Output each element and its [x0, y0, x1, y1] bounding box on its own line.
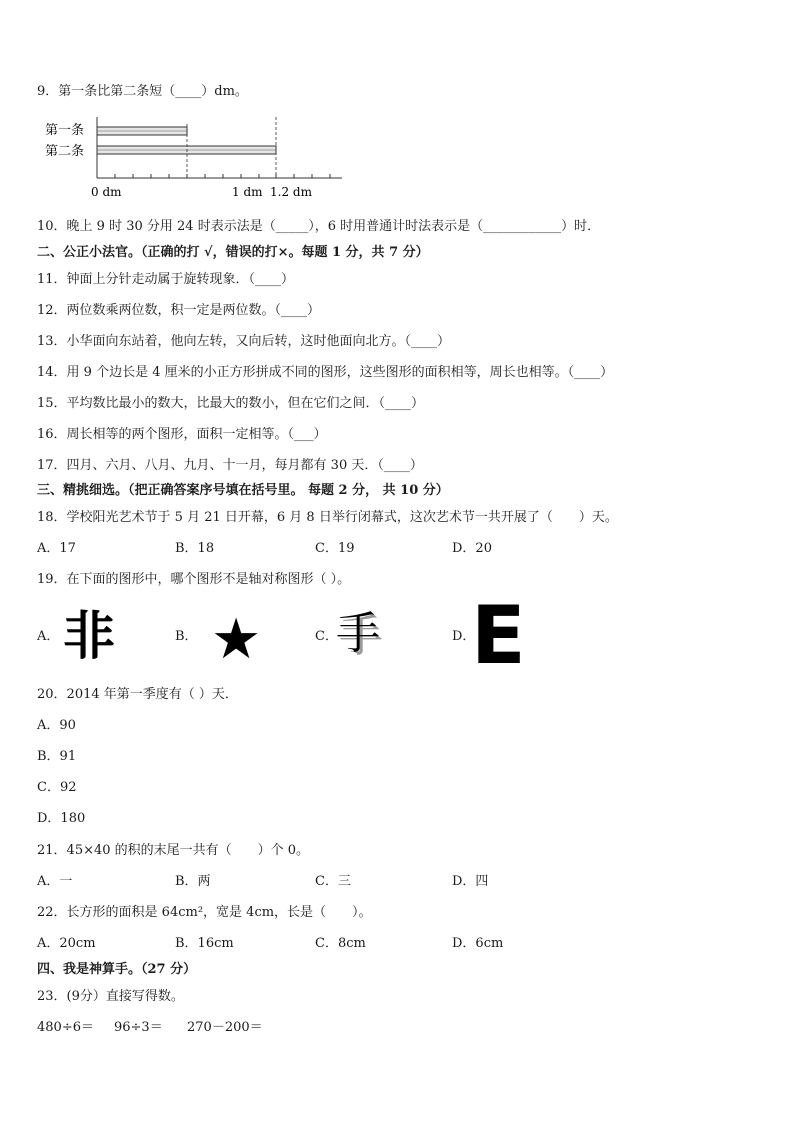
q20-option-b: B．91 — [37, 749, 77, 764]
question-18: 18．学校阳光艺术节于 5 月 21 日开幕，6 月 8 日举行闭幕式，这次艺术节一共开展了（ ）天。 — [37, 510, 618, 525]
q21-option-b: B．两 — [175, 874, 211, 889]
q19-option-c: C． — [315, 629, 338, 644]
star-icon: ★ — [211, 607, 262, 672]
section-3-heading: 三、精挑细选。（把正确答案序号填在括号里。 每题 2 分， 共 10 分） — [37, 483, 449, 498]
tick-label-1: 1 dm — [232, 185, 263, 199]
question-10: 10．晚上 9 时 30 分用 24 时表示法是（_____），6 时用普通计时法表示是（____________）时． — [37, 219, 601, 234]
question-20: 20．2014 年第一季度有（ ）天． — [37, 687, 238, 702]
question-16: 16．周长相等的两个图形，面积一定相等。（___） — [37, 427, 327, 442]
q22-option-c: C．8cm — [315, 936, 366, 951]
letter-e-icon: E — [471, 589, 526, 682]
q21-option-d: D．四 — [452, 874, 489, 889]
question-11: 11．钟面上分针走动属于旋转现象．（____） — [37, 272, 295, 287]
section-4-heading: 四、我是神算手。（27 分） — [37, 962, 197, 977]
q18-option-b: B．18 — [175, 541, 215, 556]
q21-option-a: A．一 — [37, 874, 73, 889]
question-22: 22．长方形的面积是 64cm²，宽是 4cm，长是（ ）。 — [37, 905, 372, 920]
q20-option-a: A．90 — [37, 718, 76, 733]
q19-option-b: B． — [175, 629, 198, 644]
label-second: 第二条 — [45, 144, 85, 159]
question-23: 23．(9分）直接写得数。 — [37, 989, 184, 1004]
question-13: 13．小华面向东站着，他向左转，又向后转，这时他面向北方。（____） — [37, 334, 451, 349]
fei-character-icon: 非 — [63, 607, 116, 667]
label-first: 第一条 — [45, 123, 85, 138]
q19-option-d: D． — [452, 629, 476, 644]
calc-item-1: 480÷6＝ — [37, 1020, 94, 1035]
q20-option-d: D．180 — [37, 811, 86, 826]
q18-option-d: D．20 — [452, 541, 492, 556]
q22-option-d: D．6cm — [452, 936, 504, 951]
tick-label-12: 1.2 dm — [270, 185, 312, 199]
q19-option-a: A． — [37, 629, 60, 644]
calc-item-2: 96÷3＝ — [114, 1020, 163, 1035]
tick-label-0: 0 dm — [91, 185, 122, 199]
bar-comparison-figure — [40, 112, 350, 204]
section-2-heading: 二、公正小法官。（正确的打 √，错误的打×。每题 1 分，共 7 分） — [37, 245, 429, 260]
q22-option-a: A．20cm — [37, 936, 96, 951]
q18-option-c: C．19 — [315, 541, 355, 556]
calc-item-3: 270－200＝ — [187, 1020, 263, 1035]
question-9: 9．第一条比第二条短（____）dm。 — [37, 84, 248, 99]
q20-option-c: C．92 — [37, 780, 77, 795]
question-17: 17．四月、六月、八月、九月、十一月，每月都有 30 天．（____） — [37, 458, 423, 473]
question-15: 15．平均数比最小的数大，比最大的数小，但在它们之间．（____） — [37, 396, 425, 411]
question-12: 12．两位数乘两位数，积一定是两位数。（____） — [37, 303, 321, 318]
question-21: 21．45×40 的积的末尾一共有（ ）个 0。 — [37, 843, 310, 858]
shou-character-icon: 手 — [336, 608, 380, 659]
q22-option-b: B．16cm — [175, 936, 234, 951]
question-14: 14．用 9 个边长是 4 厘米的小正方形拼成不同的图形，这些图形的面积相等，周长也相等。（____） — [37, 365, 614, 380]
q18-option-a: A．17 — [37, 541, 76, 556]
question-19: 19．在下面的图形中，哪个图形不是轴对称图形（ ）。 — [37, 572, 351, 587]
q21-option-c: C．三 — [315, 874, 351, 889]
